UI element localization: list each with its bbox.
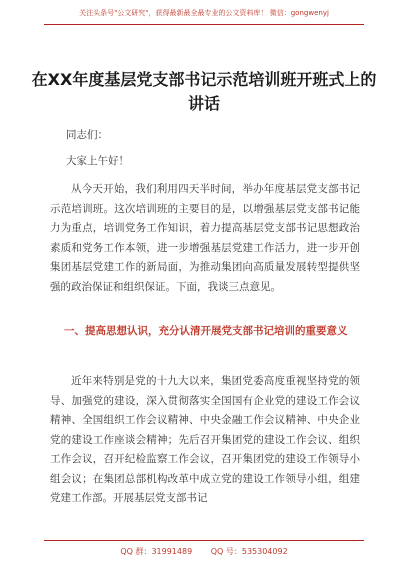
footer bbox=[0, 546, 408, 557]
body-paragraph-2: 近年来特别是党的十九大以来，集团党委高度重视坚持党的领导、加强党的建设，深入贯彻落实全国国有企业党的建设工作会议精神、全国组织工作会议精神、中央金融工作会议精神、中央企业党的建设工作座谈会精神；先后召开集团党的建设工作会议、组织工作会议，召开纪检监察工作会议，召开集团党的建设工作领导小组会议；在集团总部机构改革中成立党的建设工作领导小组，组建党建工作部。开展基层党支部书记 bbox=[50, 375, 360, 504]
header-divider bbox=[44, 24, 364, 25]
salutation: 同志们： bbox=[66, 129, 108, 141]
greeting: 大家上午好！ bbox=[66, 155, 129, 167]
section-heading-1: 一、提高思想认识，充分认清开展党支部书记培训的重要意义 bbox=[64, 325, 348, 337]
footer-qq-number: QQ 号：535304092 bbox=[210, 547, 288, 556]
footer-qq-group: QQ 群：31991489 bbox=[120, 547, 193, 556]
body-paragraph-1: 从今天开始，我们利用四天半时间，举办年度基层党支部书记示范培训班。这次培训班的主要目的是，以增强基层党支部书记能力为重点，培训党务工作知识，着力提高基层党支部书记思想政治素质和党务工作本领，进一步增强基层党建工作活力，进一步开创集团基层党建工作的新局面，为推动集团向高质量发展转型提供坚强的政治保证和组织保证。下面，我谈三点意见。 bbox=[50, 183, 360, 293]
document-title: 在XX年度基层党支部书记示范培训班开班式上的讲话 bbox=[31, 70, 377, 113]
header-note: 关注头条号"公文研究"，获得最新最全最专业的公文资料库！ 微信：gongwenyj bbox=[79, 9, 329, 17]
footer-divider bbox=[44, 540, 364, 541]
